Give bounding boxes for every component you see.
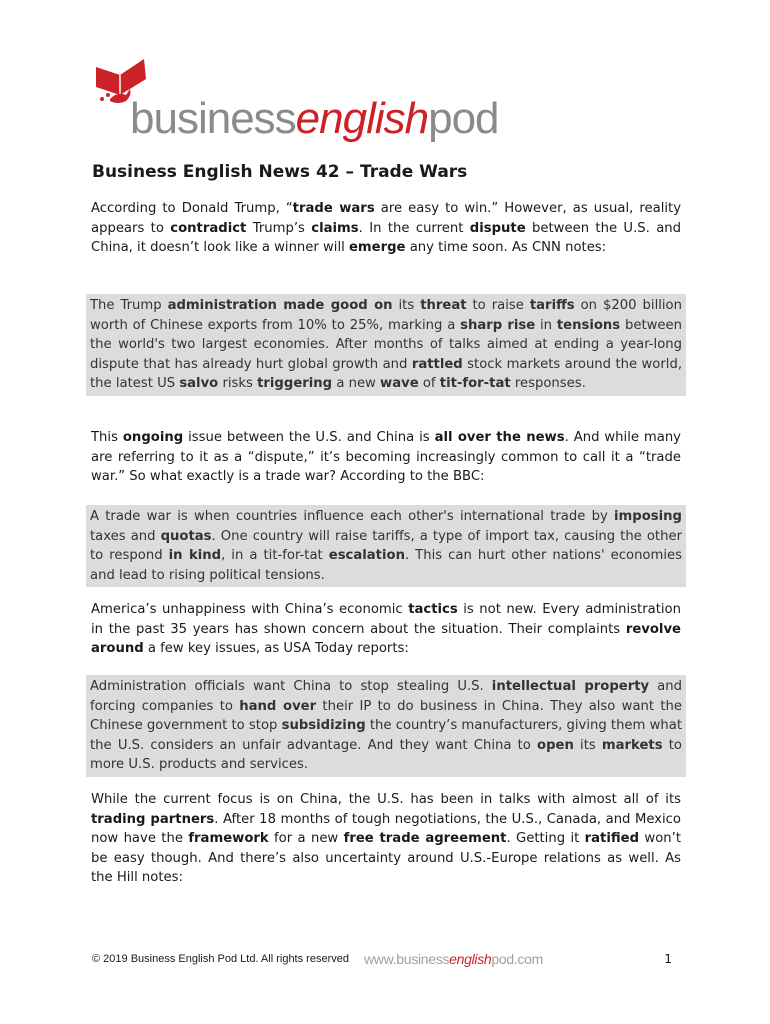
quote-usa-today: Administration officials want China to stop stealing U.S. intellectual property and forcing companies to hand over their IP to do business in China. They also want the Chinese government to stop subsidizing the country’s manufacturers, giving them what the U.S. considers an unfair advantage. And they want China to open its markets to more U.S. products and services. [86,675,686,777]
paragraph-intro: According to Donald Trump, “trade wars are easy to win.” However, as usual, reality appears to contradict Trump’s claims. In the current dispute between the U.S. and China, it doesn’t look like a winner will emerge any time soon. As CNN notes: [91,201,682,255]
quote-cnn: The Trump administration made good on its threat to raise tariffs on $200 billion worth of Chinese exports from 10% to 25%, marking a sharp rise in tensions between the world's two largest economies. After months of talks aimed at ending a year-long dispute that has already hurt global growth and rattled stock markets around the world, the latest US salvo risks triggering a new wave of tit-for-tat responses. [86,294,686,396]
paragraph-ongoing: This ongoing issue between the U.S. and China is all over the news. And while many are referring to it as a “dispute,” it’s becoming increasingly common to call it a “trade war.” So what exactly is a trade war? According to the BBC: [91,430,681,484]
paragraph-trading-partners: While the current focus is on China, the U.S. has been in talks with almost all of its trading partners. After 18 months of tough negotiations, the U.S., Canada, and Mexico now have the framework for a new free trade agreement. Getting it ratified won’t be easy though. And there’s also uncertainty around U.S.-Europe relations as well. As the Hill notes: [91,792,681,885]
url-highlight: english [449,951,492,967]
paragraph-tactics: America’s unhappiness with China’s economic tactics is not new. Every administration in the past 35 years has shown concern about the situation. Their complaints revolve around a few key issues, as USA Today reports: [91,602,681,656]
page-number: 1 [664,952,672,966]
quote-bbc: A trade war is when countries influence each other's international trade by imposing taxes and quotas. One country will raise tariffs, a type of import tax, causing the other to respond in kind, in a tit-for-tat escalation. This can hurt other nations' economies and lead to rising political tensions. [86,505,686,587]
website-link[interactable] [364,951,543,967]
brand-logo [90,55,510,145]
copyright-notice: © 2019 Business English Pod Ltd. All rights reserved [92,953,349,965]
page-footer [92,951,672,969]
logo-part-english: english [295,94,429,143]
logo-part-pod: pod [428,94,499,143]
logo-wordmark [130,94,499,143]
article-title: Business English News 42 – Trade Wars [92,162,468,182]
logo-part-business: business [130,94,296,143]
url-prefix: www.business [364,951,450,967]
url-suffix: pod.com [491,951,543,967]
